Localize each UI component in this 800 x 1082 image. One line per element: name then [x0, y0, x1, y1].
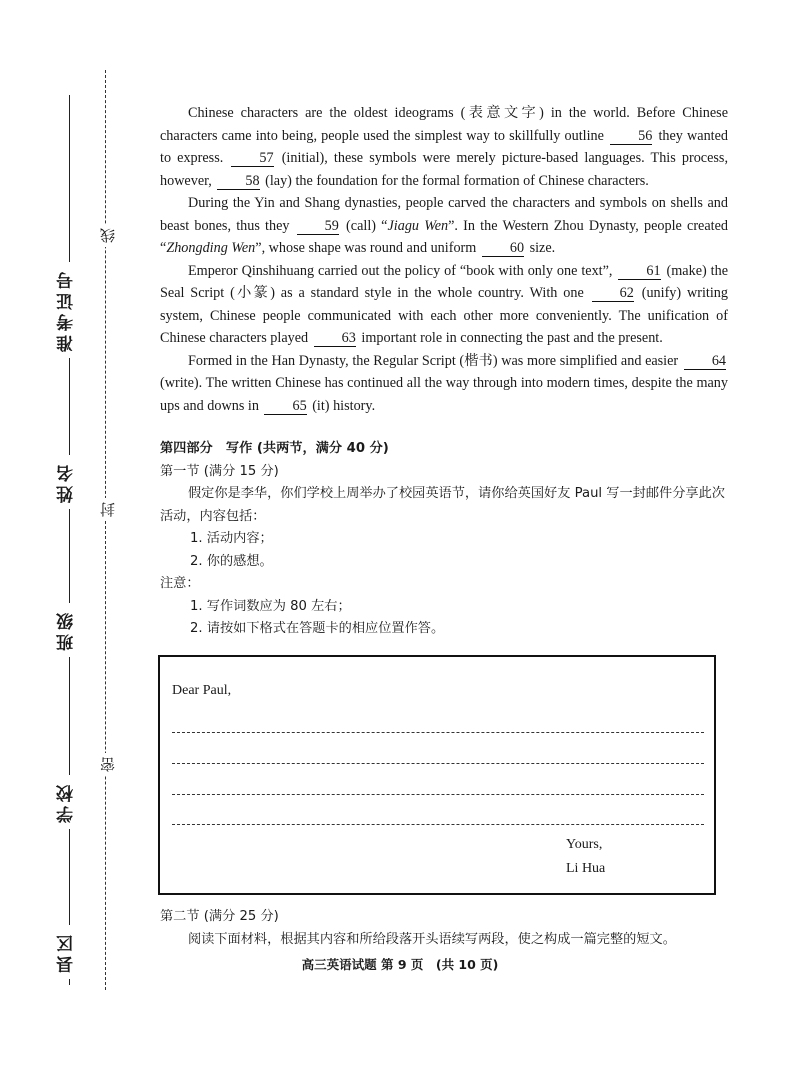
italic-term: Jiagu Wen	[387, 217, 449, 234]
italic-term: Zhongding Wen	[166, 240, 256, 256]
content-item: 1. 活动内容；	[190, 531, 273, 546]
writing-line	[172, 763, 704, 764]
writing-section	[160, 438, 730, 641]
reading-passage	[160, 102, 728, 417]
writing-line	[172, 732, 704, 733]
passage-text: (lay) the foundation for the formal formation of Chinese characters.	[261, 172, 649, 189]
passage-text: (write). The written Chinese has continued all the way through into modern times, despite the many ups and downs in	[160, 375, 728, 414]
seal-mark-seal: 封	[96, 498, 119, 521]
blank-56: 56	[610, 129, 652, 145]
seal-mark-line: 线	[96, 224, 119, 247]
blank-62: 62	[592, 286, 634, 302]
passage-text: important role in connecting the past and the present.	[357, 330, 663, 346]
passage-paragraph-4	[160, 350, 728, 418]
binding-solid-line	[69, 95, 70, 985]
name-label: 姓名	[52, 455, 81, 509]
writing-prompt: 假定你是李华，你们学校上周举办了校园英语节，请你给英国好友 Paul 写一封邮件分享此次活动，内容包括：	[160, 486, 725, 524]
blank-61: 61	[618, 264, 660, 280]
passage-paragraph-2	[160, 192, 728, 260]
passage-text: (make) the Seal Script (小篆) as a standard style in the whole country. With one	[160, 262, 729, 301]
passage-paragraph-3	[160, 260, 728, 350]
exam-number-label: 准考证号	[52, 262, 81, 358]
letter-signoff	[566, 833, 605, 881]
letter-closing: Yours,	[566, 837, 603, 852]
section-two	[160, 905, 740, 951]
binding-margin	[0, 0, 140, 1082]
passage-text: ”. In the Western Zhou Dynasty, people created “	[160, 217, 728, 256]
class-label: 班级	[52, 603, 81, 657]
letter-format-box	[158, 655, 716, 895]
note-item: 1. 写作词数应为 80 左右；	[190, 598, 351, 614]
note-item: 2. 请按如下格式在答题卡的相应位置作答。	[190, 621, 445, 636]
passage-text: (unify) writing system, Chinese people communicated with each other more conveniently. The unification of Chinese characters played	[160, 285, 728, 346]
section-two-instruction: 阅读下面材料，根据其内容和所给段落开头语续写两段，使之构成一篇完整的短文。	[188, 932, 676, 947]
blank-57: 57	[231, 151, 273, 167]
content-item: 2. 你的感想。	[190, 553, 273, 569]
passage-text: Emperor Qinshihuang carried out the policy of “book with only one text”,	[188, 262, 617, 279]
passage-text: size.	[526, 240, 556, 256]
letter-signature: Li Hua	[566, 861, 606, 876]
passage-text: (call) “	[340, 217, 388, 234]
part-four-heading: 第四部分 写作 (共两节，满分 40 分)	[160, 441, 389, 456]
blank-60: 60	[482, 241, 524, 257]
blank-65: 65	[264, 399, 306, 415]
seal-mark-secret: 密	[96, 753, 119, 776]
school-label: 学校	[52, 775, 81, 829]
blank-64: 64	[684, 354, 726, 370]
section-two-title: 第二节 (满分 25 分)	[160, 909, 279, 924]
section-one-title: 第一节 (满分 15 分)	[160, 463, 279, 479]
blank-58: 58	[217, 174, 259, 190]
binding-dashed-line	[105, 70, 106, 990]
passage-text: During the Yin and Shang dynasties, people carved the characters and symbols on shells and beast bones, thus they	[160, 195, 728, 234]
passage-paragraph-1	[160, 102, 728, 192]
letter-greeting: Dear Paul,	[172, 683, 232, 698]
writing-line	[172, 794, 704, 795]
blank-59: 59	[297, 219, 339, 235]
passage-text: Chinese characters are the oldest ideograms (表意文字) in the world. Before Chinese characters came into being, people used the simplest way to skillfully outline	[160, 105, 728, 144]
passage-text: Formed in the Han Dynasty, the Regular Script (楷书) was more simplified and easier	[188, 352, 682, 369]
passage-text: they wanted to express.	[160, 127, 728, 166]
blank-63: 63	[314, 331, 356, 347]
passage-text: (it) history.	[308, 397, 376, 414]
notes-title: 注意：	[160, 576, 200, 591]
district-label: 县区	[52, 925, 81, 979]
passage-text: ”, whose shape was round and uniform	[255, 240, 480, 256]
passage-text: (initial), these symbols were merely picture-based languages. This process, however,	[160, 150, 728, 189]
page-footer: 高三英语试题 第 9 页 (共 10 页)	[301, 957, 499, 972]
writing-line	[172, 824, 704, 825]
